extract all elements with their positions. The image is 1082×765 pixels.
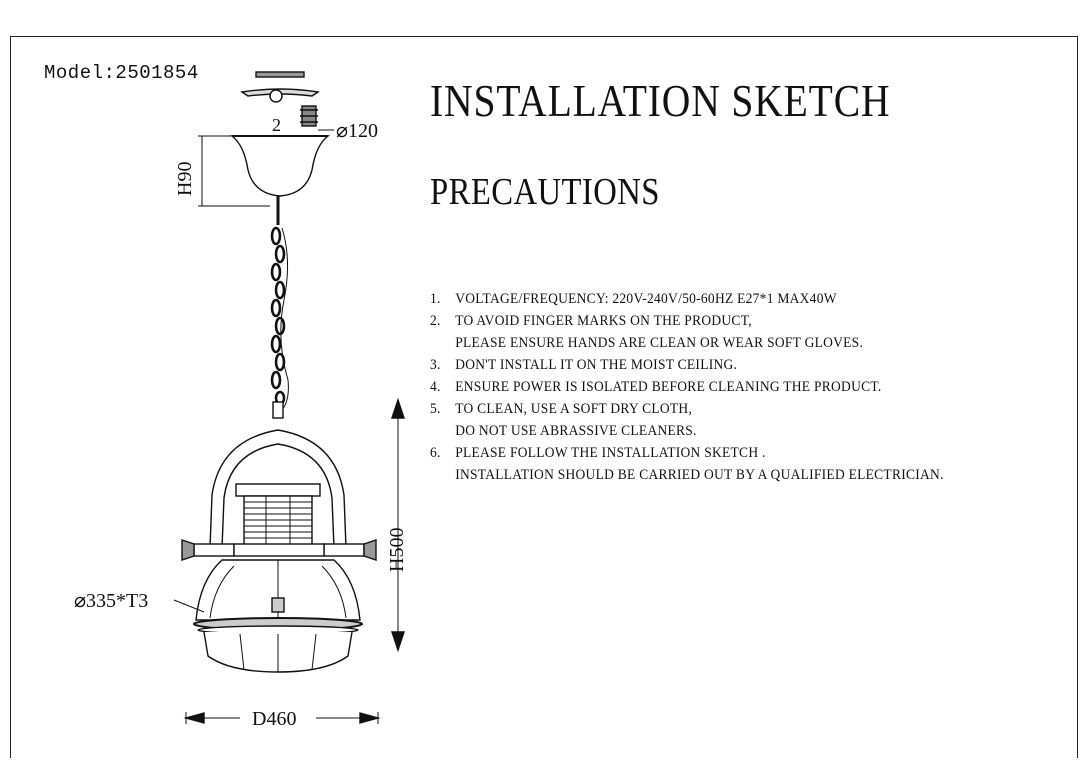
model-number: Model:2501854 <box>44 62 199 84</box>
screw-icon <box>300 106 318 126</box>
step-number: 2 <box>272 115 281 135</box>
list-item-continuation: INSTALLATION SHOULD BE CARRIED OUT BY A QUALIFIED ELECTRICIAN. <box>455 467 944 483</box>
list-item-continuation: PLEASE ENSURE HANDS ARE CLEAN OR WEAR SOFT GLOVES. <box>455 335 864 351</box>
list-item-continuation: DO NOT USE ABRASSIVE CLEANERS. <box>455 423 697 439</box>
section-title: PRECAUTIONS <box>430 171 660 213</box>
list-item: 2. TO AVOID FINGER MARKS ON THE PRODUCT, <box>430 313 752 329</box>
overall-height-label: H500 <box>386 527 408 572</box>
chain <box>272 228 284 404</box>
canopy-diameter-label: ⌀120 <box>336 120 379 142</box>
list-item: 1. VOLTAGE/FREQUENCY: 220V-240V/50-60HZ E27*1 MAX40W <box>430 291 837 307</box>
canopy-height-label: H90 <box>174 161 196 196</box>
glass-spec-label: ⌀335*T3 <box>74 590 149 612</box>
list-item: 4. ENSURE POWER IS ISOLATED BEFORE CLEANING THE PRODUCT. <box>430 379 882 395</box>
list-item: 5. TO CLEAN, USE A SOFT DRY CLOTH, <box>430 401 693 417</box>
canopy <box>232 136 328 196</box>
list-item: 3. DON'T INSTALL IT ON THE MOIST CEILING. <box>430 357 738 373</box>
ceiling-plate-icon <box>242 72 318 102</box>
page-title: INSTALLATION SKETCH <box>430 75 891 126</box>
overall-diameter-label: D460 <box>252 708 297 730</box>
knob-right-icon <box>324 540 376 560</box>
list-item: 6. PLEASE FOLLOW THE INSTALLATION SKETCH . <box>430 445 766 461</box>
knob-left-icon <box>182 540 234 560</box>
